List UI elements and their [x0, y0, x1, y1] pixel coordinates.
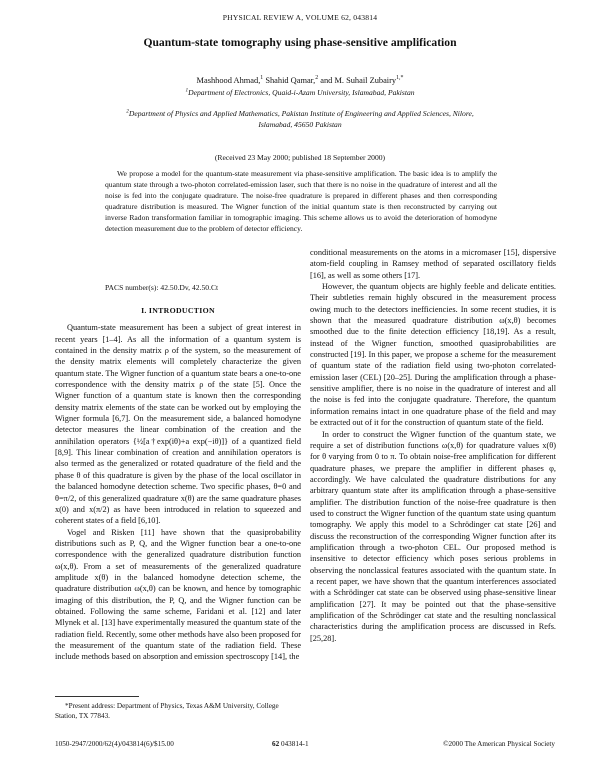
affiliation-1-text: Department of Electronics, Quaid-i-Azam University, Islamabad, Pakistan	[188, 88, 415, 97]
abstract: We propose a model for the quantum-state measurement via phase-sensitive amplification. The basic idea is to amplify the quantum state through a two-photon correlated-emission laser, such that there is no noise in the quadrature of interest and all the noise is fed into the conjugate quadrature. The noise-free quadrature is prepared in different phases and then corresponding quadrature distribution is measured. The Wigner function of the initial quantum state is then reconstructed by carrying out inverse Radon transformation familiar in tomographic imaging. This scheme allows us to avoid the deterioration of homodyne detection measurement due to the problem of detector efficiency.	[105, 169, 497, 233]
affiliation-1-marker: 1	[185, 87, 189, 94]
intro-paragraph-1: Quantum-state measurement has been a subject of great interest in recent years [1–4]. As all the information of a quantum system is contained in the density matrix ρ of the system, so the measurement of the density matrix elements will completely characterize the given quantum state. The Wigner function of a quantum state bears a one-to-one correspondence with the density matrix ρ of the state [5]. Once the Wigner function of a quantum state is known then the corresponding density matrix elements of the state can be worked out by employing the Wigner formula [6,7]. On the measurement side, a balanced homodyne detector measures the linear combination of the creation and the annihilation operators {½[a†exp(iθ)+a exp(−iθ)]} of a quantized field [8,9]. This linear combination of creation and annihilation operators is also termed as the generalized or rotated quadrature of the field and the phase θ of this quadrature is given by the phase of the local oscillator in the balanced homodyne detection scheme. Two specific phases, θ=0 and θ=π/2, of this generalized quadrature x(θ) are the same quadrature phases x(0) and x(π/2) as have been introduced in relation to squeezed and coherent states of a field [6,10].	[55, 323, 301, 526]
author-2-affil: 2	[315, 75, 319, 82]
author-1-affil: 1	[260, 75, 264, 82]
affiliation-2	[0, 109, 600, 130]
pacs-numbers: PACS number(s): 42.50.Dv, 42.50.Ct	[105, 283, 219, 292]
author-3-affil: 1,*	[396, 75, 404, 82]
intro-paragraph-5: In order to construct the Wigner function of the quantum state, we require a set of distribution functions ω(x,θ) for quadrature values x(θ) for θ varying from 0 to π. To obtain noise-free amplification for different quadrature phases, we prepare the amplifier in different phases φ, accordingly. We have calculated the quadrature distributions for any arbitrary quantum state after its amplification through a phase-sensitive amplifier. The distribution function of the noise-free quadrature is then used to construct the Wigner function of the quantum state using quantum tomography. We apply this model to a Schrödinger cat state [26] and discuss the reconstruction of the corresponding Wigner function after its amplification through a two-photon CEL. Our proposed method is insensitive to detector efficiency which poses serious problems in observing the nonclassical features associated with the quantum state. In a recent paper, we have shown that the quantum interferences associated with a Schrödinger cat state can be observed using phase-sensitive linear amplification [27]. It may be pointed out that the phase-sensitive amplification of the Schrödinger cat state and the resulting nonclassical characteristics during the amplification process are discussed in Refs. [25,28].	[310, 429, 556, 643]
footer-issn: 1050-2947/2000/62(4)/043814(6)/$15.00	[55, 740, 174, 748]
affiliation-1	[0, 88, 600, 99]
affiliation-2-marker: 2	[126, 108, 129, 115]
intro-paragraph-2: Vogel and Risken [11] have shown that the quasiprobability distributions such as P, Q, and the Wigner function bear a one-to-one correspondence with the generalized quadrature distribution function ω(x,θ). From a set of measurements of the generalized quadrature amplitude x(θ) in the balanced homodyne detection scheme, the quadrature distribution ω(x,θ) can be known, and hence by tomographic imaging of this distribution, the P, Q, and the Wigner function can be obtained. Following the same scheme, Faridani et al. [12] and later Mlynek et al. [13] have experimentally measured the quantum state of the radiation field. Recently, some other methods have also been proposed for the measurement of the quantum state of the radiation field. These include methods based on absorption and emission spectroscopy [14], the	[55, 527, 301, 662]
footer-copyright: ©2000 The American Physical Society	[443, 740, 555, 748]
journal-header: PHYSICAL REVIEW A, VOLUME 62, 043814	[222, 13, 378, 22]
paper-title: Quantum-state tomography using phase-sensitive amplification	[143, 36, 457, 49]
received-dates: (Received 23 May 2000; published 18 September 2000)	[214, 153, 386, 162]
left-column	[55, 305, 301, 663]
footnote: *Present address: Department of Physics, Texas A&M University, College Station, TX 77843.	[55, 702, 279, 720]
author-1: Mashhood Ahmad,	[196, 76, 261, 85]
affiliation-2-text-cont: Islamabad, 45650 Pakistan	[258, 119, 342, 129]
section-heading: I. INTRODUCTION	[141, 306, 215, 315]
author-list	[0, 76, 600, 85]
author-3: and M. Suhail Zubairy	[318, 76, 397, 85]
footer-volume: 62	[272, 740, 280, 748]
intro-paragraph-3: conditional measurements on the atoms in a micromaser [15], dispersive atom-field coupling in Ramsey method of separated oscillatory fields [16], as well as some others [17].	[310, 248, 556, 280]
footnote-rule	[55, 696, 139, 697]
footer-article: 043814-1	[280, 740, 309, 748]
intro-paragraph-4: However, the quantum objects are highly feeble and delicate entities. Their subtleties remain highly obscured in the measurement process owing much to the detectors inefficiencies. In some recent studies, it is shown that the measured quadrature distribution ω(x,θ) becomes smoothed due to the finite detection efficiency [18,19]. As a result, instead of the Wigner function, smoothed quasiprobabilities are constructed [19]. In this paper, we propose a scheme for the measurement of quantum state of the radiation field using two-photon correlated-emission laser (CEL) [20–25]. During the amplification through a phase-sensitive amplifier, there is no noise in the quadrature of interest and all the noise is fed into the conjugate quadrature. Therefore, the quantum information remains intact in one quadrature phase of the field and may be extracted out of it for the construction of quantum state of the field.	[310, 282, 556, 428]
right-column	[310, 247, 556, 644]
footer-page	[272, 740, 309, 748]
author-2: Shahid Qamar,	[263, 76, 316, 85]
affiliation-2-text: Department of Physics and Applied Mathematics, Pakistan Institute of Engineering and Applied Sciences, Nilore,	[128, 109, 474, 118]
